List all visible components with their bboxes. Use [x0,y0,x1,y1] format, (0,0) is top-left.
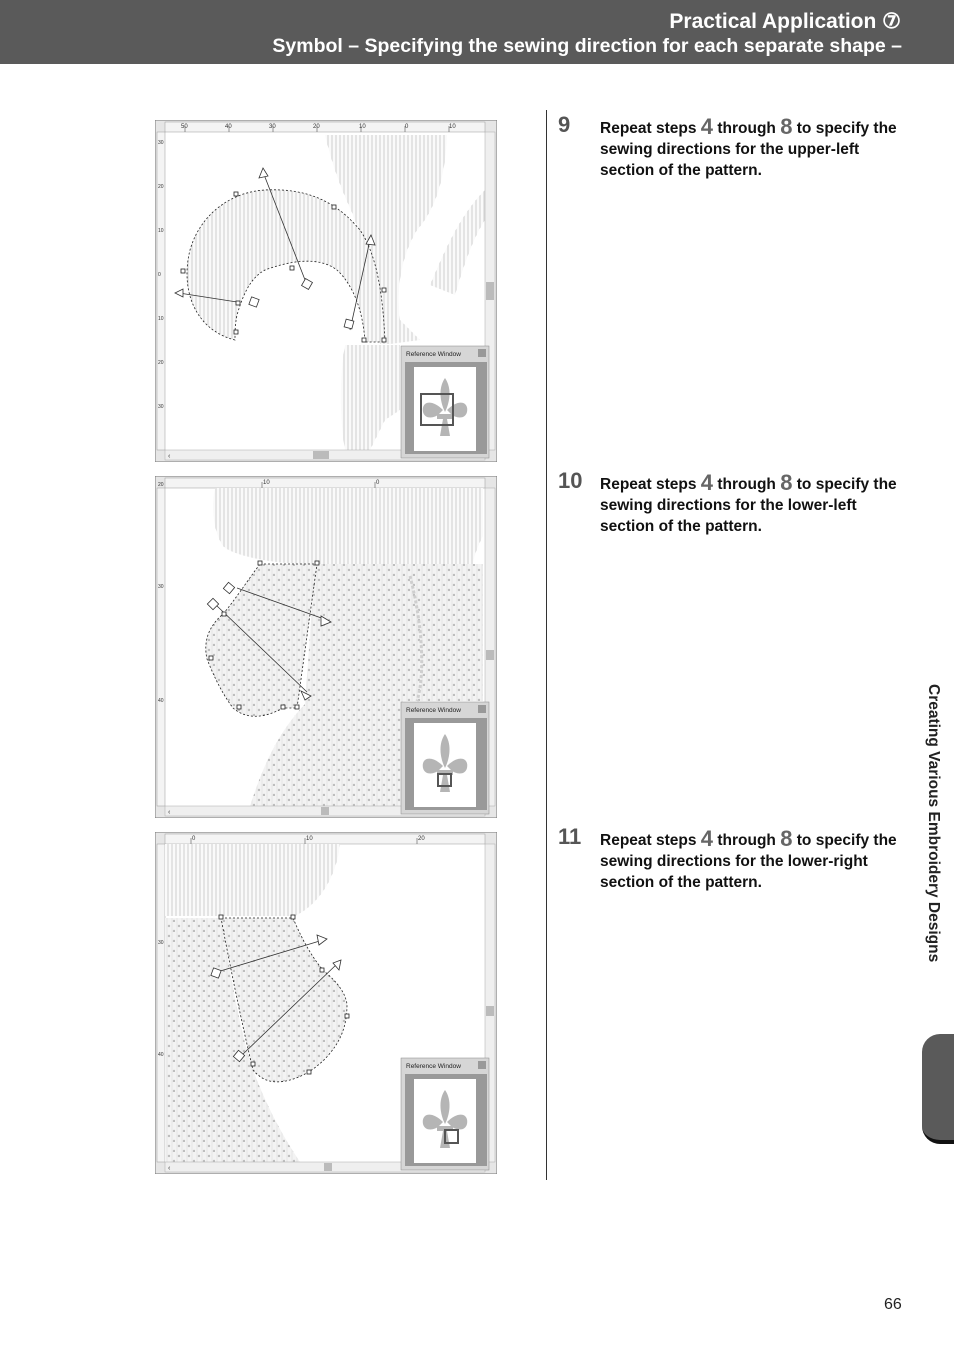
step-text: Repeat steps 4 through 8 to specify the sewing directions for the lower-right section of the pattern. [600,826,897,891]
ruler-top-label: 30 [269,124,276,130]
ruler-top-label: 10 [449,124,456,130]
ruler-left-label: 40 [158,1052,164,1058]
ruler-left-label: 40 [158,698,164,704]
ruler-top-label: 20 [418,836,425,842]
ruler-left-label: 10 [158,316,164,322]
ruler-left-label: 10 [158,228,164,234]
reference-window-title: Reference Window [406,351,461,358]
ruler-left-label: 30 [158,584,164,590]
step-text: Repeat steps 4 through 8 to specify the sewing directions for the upper-left section of the pattern. [600,114,897,179]
step-number: 11 [558,824,582,849]
ruler-top-label: 0 [192,836,196,842]
ruler-left-label: 30 [158,404,164,410]
svg-text:‹: ‹ [168,1165,171,1172]
step-number: 10 [558,468,583,493]
ruler-left-label: 20 [158,360,164,366]
ruler-left-label: 20 [158,482,164,488]
screenshot-upper-left [155,120,497,462]
ruler-top-label: 0 [376,480,380,486]
ruler-left-label: 0 [158,272,161,278]
reference-window-title: Reference Window [406,707,461,714]
reference-window[interactable] [401,702,489,814]
ruler-left-label: 30 [158,140,164,146]
page-number: 66 [884,1296,902,1313]
close-icon[interactable] [478,705,486,713]
column-divider [546,110,547,1180]
chapter-tab [922,1034,954,1144]
ruler-left-label: 30 [158,940,164,946]
ruler-top-label: 10 [359,124,366,130]
ruler-top-label: 20 [313,124,320,130]
step-number: 9 [558,112,571,137]
reference-window[interactable] [401,346,489,458]
ruler-top-label: 0 [405,124,409,130]
reference-window[interactable] [401,1058,489,1170]
close-icon[interactable] [478,1061,486,1069]
reference-window-title: Reference Window [406,1063,461,1070]
svg-text:‹: ‹ [168,453,171,460]
ruler-top-label: 10 [306,836,313,842]
header-subtitle: Symbol – Specifying the sewing direction for each separate shape – [272,35,902,57]
screenshot-lower-left [155,476,497,818]
step-text: Repeat steps 4 through 8 to specify the sewing directions for the lower-left section of the pattern. [600,470,897,535]
ruler-top-label: 10 [263,480,270,486]
ruler-left-label: 20 [158,184,164,190]
page-header [0,0,954,64]
chapter-side-label: Creating Various Embroidery Designs [925,684,942,963]
ruler-top-label: 50 [181,124,188,130]
svg-text:‹: ‹ [168,809,171,816]
screenshot-lower-right [155,832,497,1174]
ruler-top-label: 40 [225,124,232,130]
close-icon[interactable] [478,349,486,357]
header-title: Practical Application ⑦ [669,10,901,33]
